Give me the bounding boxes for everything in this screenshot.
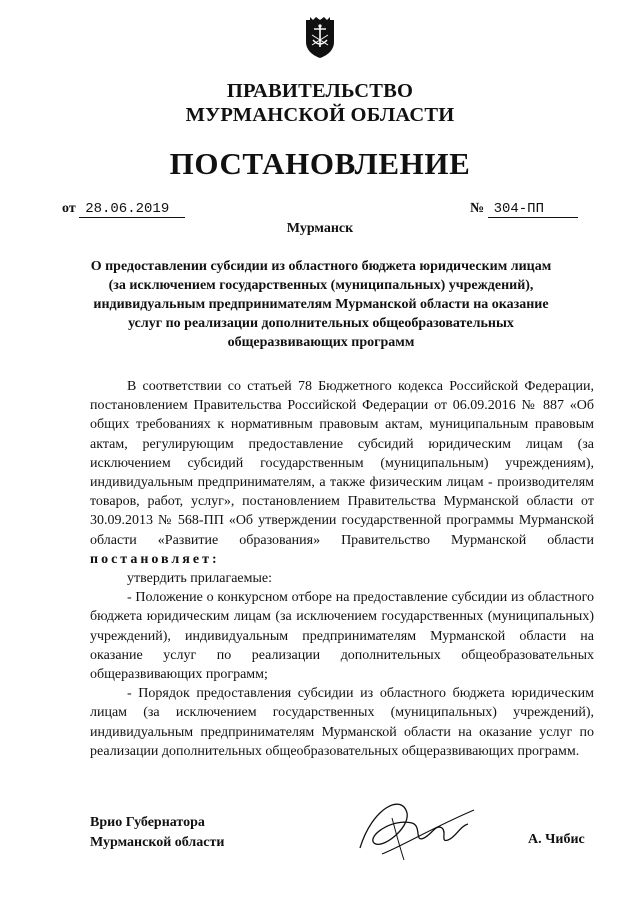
signatory-position-line2: Мурманской области xyxy=(90,835,225,850)
government-title-line1: ПРАВИТЕЛЬСТВО xyxy=(226,80,414,102)
approve-line: утвердить прилагаемые: xyxy=(127,571,273,587)
date-block xyxy=(62,201,185,218)
preamble-text: В соответствии со статьей 78 Бюджетного кодекса Российской Федерации, постановлением Правительства Российской Федерации от 06.09.2016 № 887 «Об общих требованиях к нормативным правовым актам, муниципальным правовым актам, регулирующим предоставление субсидий юридическим лицам (за исключением субсидий государственным (муниципальным) учреждениям), индивидуальным предпринимателям, а также физическим лицам - производителям товаров, работ, услуг», постановлением Правительства Мурманской области от 30.09.2013 № 568-ПП «Об утверждении государственной программы Мурманской области «Развитие образования» Правительство Мурманской области xyxy=(90,379,594,548)
list-item-1: - Положение о конкурсном отборе на предоставление субсидии из областного бюджета юридическим лицам (за исключением государственных (муниципальных) учреждений), индивидуальным предпринимателям Мурманской области на оказание услуг по реализации дополнительных общеобразовательных общеразвивающих программ; xyxy=(90,590,594,683)
number-block xyxy=(470,201,578,218)
list-item-2: - Порядок предоставления субсидии из областного бюджета юридическим лицам (за исключением государственных (муниципальных) учреждений), индивидуальным предпринимателям Мурманской области на оказание услуг по реализации дополнительных общеобразовательных общеразвивающих программ. xyxy=(90,686,594,759)
signature-svg xyxy=(352,788,482,868)
emblem-svg xyxy=(301,14,339,60)
city: Мурманск xyxy=(286,221,354,236)
signatory-position-line1: Врио Губернатора xyxy=(90,815,205,830)
signatory-position xyxy=(90,813,224,853)
document-title: О предоставлении субсидии из областного бюджета юридическим лицам (за исключением государственных (муниципальных) учреждений), индивидуальным предпринимателям Мурманской области на оказание услуг по реализации дополнительных общеобразовательных общеразвивающих программ xyxy=(90,259,552,350)
decree-word: постановляет xyxy=(90,551,212,567)
number-label: № xyxy=(470,201,485,216)
government-title-line2: МУРМАНСКОЙ ОБЛАСТИ xyxy=(185,104,455,126)
date-value: 28.06.2019 xyxy=(79,201,185,218)
signatory-name: А. Чибис xyxy=(528,832,585,847)
decree-colon: : xyxy=(211,551,217,567)
document-body xyxy=(90,377,594,761)
coat-of-arms-icon xyxy=(301,14,339,60)
date-label: от xyxy=(62,201,76,216)
document-type: ПОСТАНОВЛЕНИЕ xyxy=(169,146,471,181)
preamble-paragraph xyxy=(90,377,594,569)
number-value: 304-ПП xyxy=(488,201,578,218)
handwritten-signature-icon xyxy=(352,788,482,868)
